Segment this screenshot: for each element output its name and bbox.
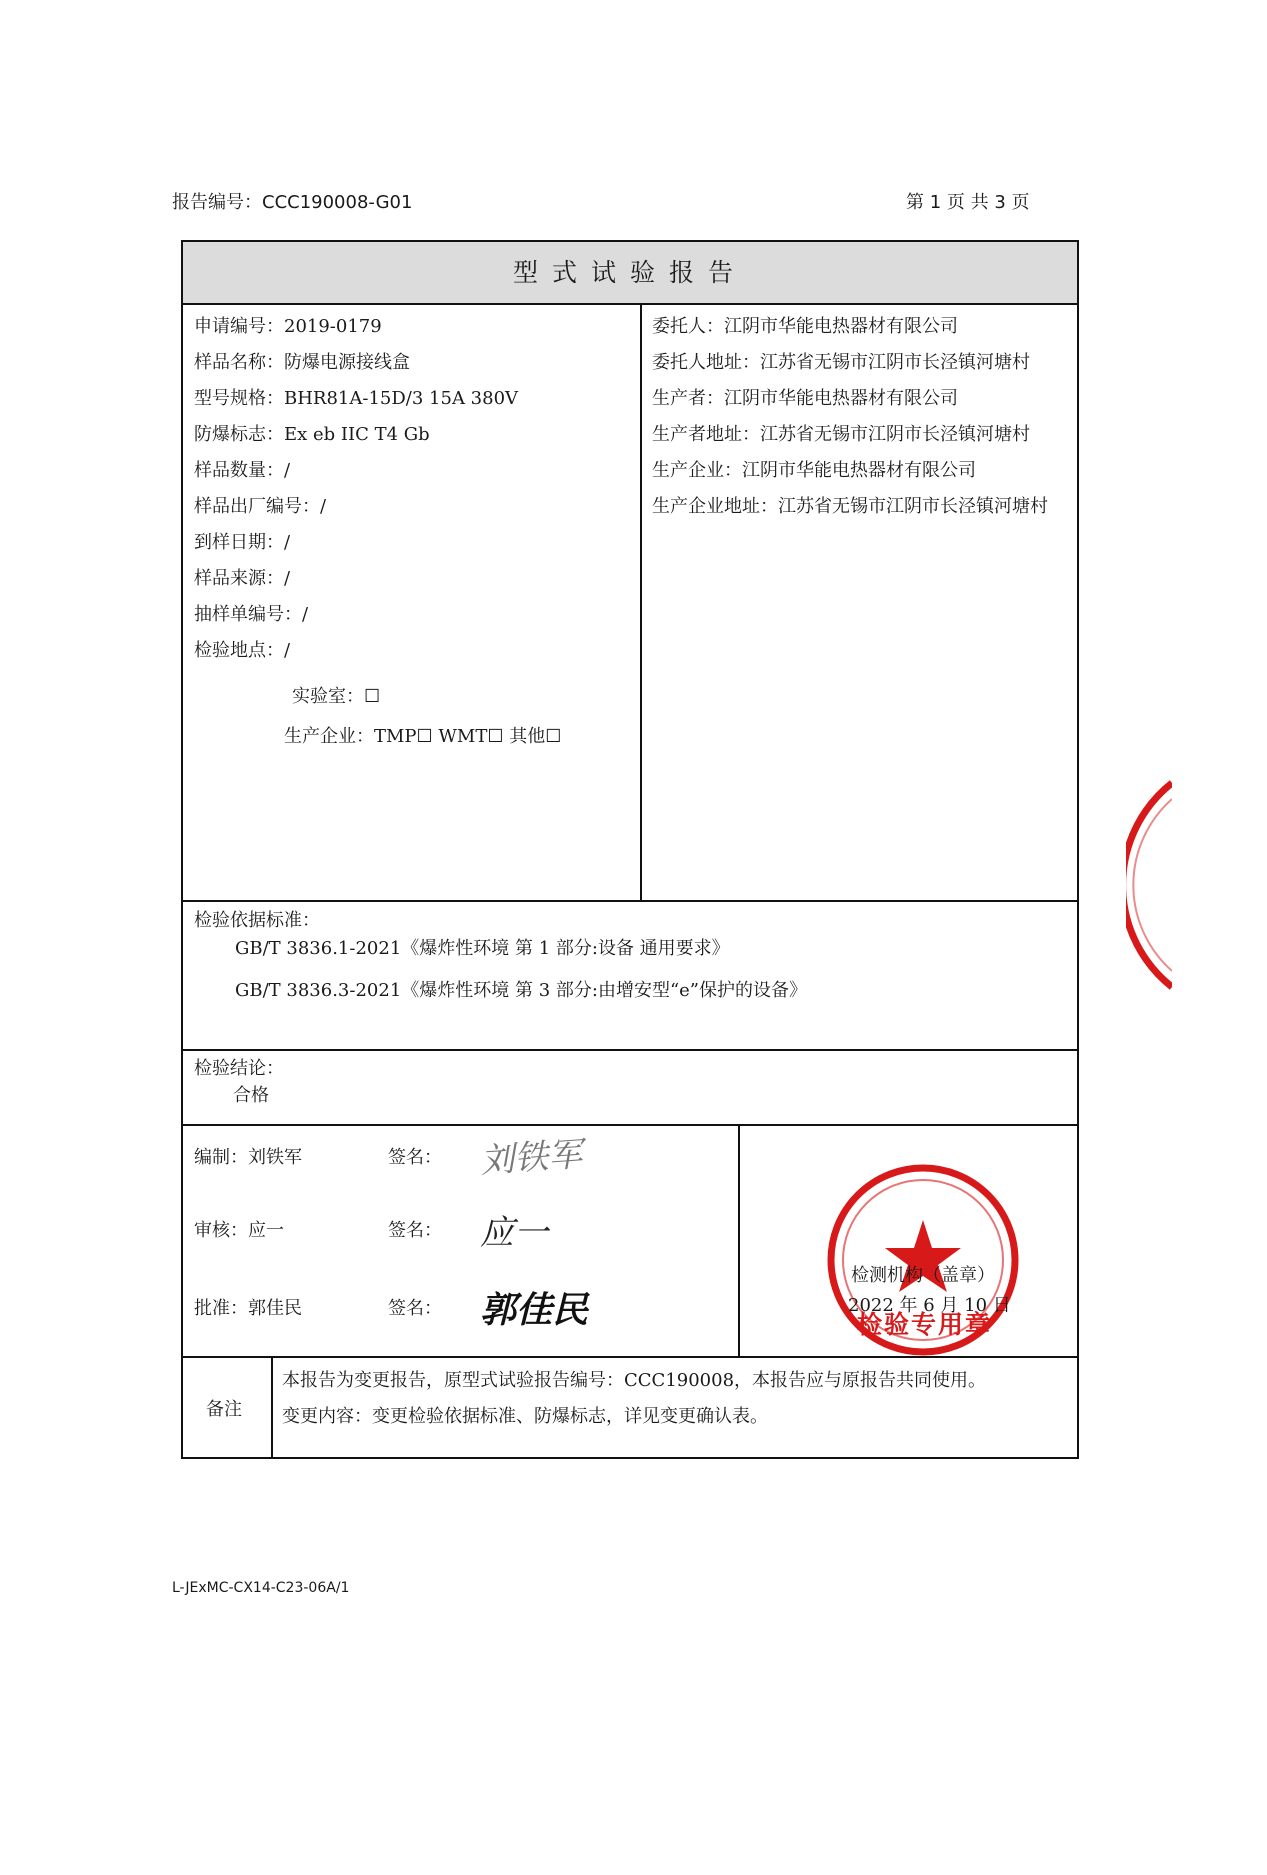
remarks-label: 备注 <box>206 1399 242 1420</box>
divider-signatures <box>182 1124 1078 1126</box>
field-sample-source: 样品来源：/ <box>194 568 291 589</box>
location-lab: 实验室：☐ <box>292 686 381 707</box>
divider-conclusion <box>182 1049 1078 1051</box>
remarks-divider <box>271 1356 273 1458</box>
field-factory: 生产企业：江阴市华能电热器材有限公司 <box>652 460 976 481</box>
reviewer-sign-label: 签名： <box>388 1220 442 1241</box>
page-indicator: 第 1 页 共 3 页 <box>906 192 1030 213</box>
field-producer-address: 生产者地址：江苏省无锡市江阴市长泾镇河塘村 <box>652 424 1030 445</box>
remarks-line: 本报告为变更报告，原型式试验报告编号：CCC190008，本报告应与原报告共同使用。 <box>282 1370 987 1391</box>
field-quantity: 样品数量：/ <box>194 460 291 481</box>
field-producer: 生产者：江阴市华能电热器材有限公司 <box>652 388 958 409</box>
field-arrival-date: 到样日期：/ <box>194 532 291 553</box>
institution-label: 检测机构（盖章） <box>851 1265 995 1286</box>
signature-divider <box>738 1124 740 1356</box>
partial-seal-icon <box>1126 775 1172 995</box>
approver-name: 批准：郭佳民 <box>194 1298 302 1319</box>
report-number: 报告编号：CCC190008-G01 <box>172 192 413 213</box>
standard-item: GB/T 3836.1-2021《爆炸性环境 第 1 部分:设备 通用要求》 <box>235 938 730 959</box>
field-application-no: 申请编号：2019-0179 <box>194 316 382 337</box>
conclusion-label: 检验结论： <box>194 1058 284 1079</box>
reviewer-signature: 应一 <box>480 1213 548 1253</box>
compiler-name: 编制：刘铁军 <box>194 1147 302 1168</box>
field-client-address: 委托人地址：江苏省无锡市江阴市长泾镇河塘村 <box>652 352 1030 373</box>
issue-date: 2022 年 6 月 10 日 <box>848 1295 1011 1316</box>
approver-sign-label: 签名： <box>388 1298 442 1319</box>
conclusion-value: 合格 <box>233 1085 269 1106</box>
remarks-line: 变更内容：变更检验依据标准、防爆标志，详见变更确认表。 <box>282 1406 768 1427</box>
compiler-sign-label: 签名： <box>388 1147 442 1168</box>
field-model: 型号规格：BHR81A-15D/3 15A 380V <box>194 388 519 409</box>
field-ex-marking: 防爆标志：Ex eb IIC T4 Gb <box>194 424 430 445</box>
report-title: 型式试验报告 <box>183 242 1077 305</box>
field-test-location: 检验地点：/ <box>194 640 291 661</box>
standard-item: GB/T 3836.3-2021《爆炸性环境 第 3 部分:由增安型“e”保护的设备》 <box>235 980 808 1001</box>
approver-signature: 郭佳民 <box>480 1289 589 1331</box>
compiler-signature: 刘铁军 <box>478 1134 584 1182</box>
stamp-text: 检验专用章 <box>857 1310 993 1339</box>
form-code: L-JExMC-CX14-C23-06A/1 <box>172 1580 350 1596</box>
standards-label: 检验依据标准： <box>194 910 320 931</box>
field-factory-address: 生产企业地址：江苏省无锡市江阴市长泾镇河塘村 <box>652 496 1048 517</box>
location-factory: 生产企业：TMP☐ WMT☐ 其他☐ <box>284 726 562 747</box>
reviewer-name: 审核：应一 <box>194 1220 284 1241</box>
divider-standards <box>182 900 1078 902</box>
field-sample-name: 样品名称：防爆电源接线盒 <box>194 352 410 373</box>
field-serial-no: 样品出厂编号：/ <box>194 496 327 517</box>
info-divider <box>640 304 642 900</box>
field-sampling-no: 抽样单编号：/ <box>194 604 309 625</box>
field-client: 委托人：江阴市华能电热器材有限公司 <box>652 316 958 337</box>
